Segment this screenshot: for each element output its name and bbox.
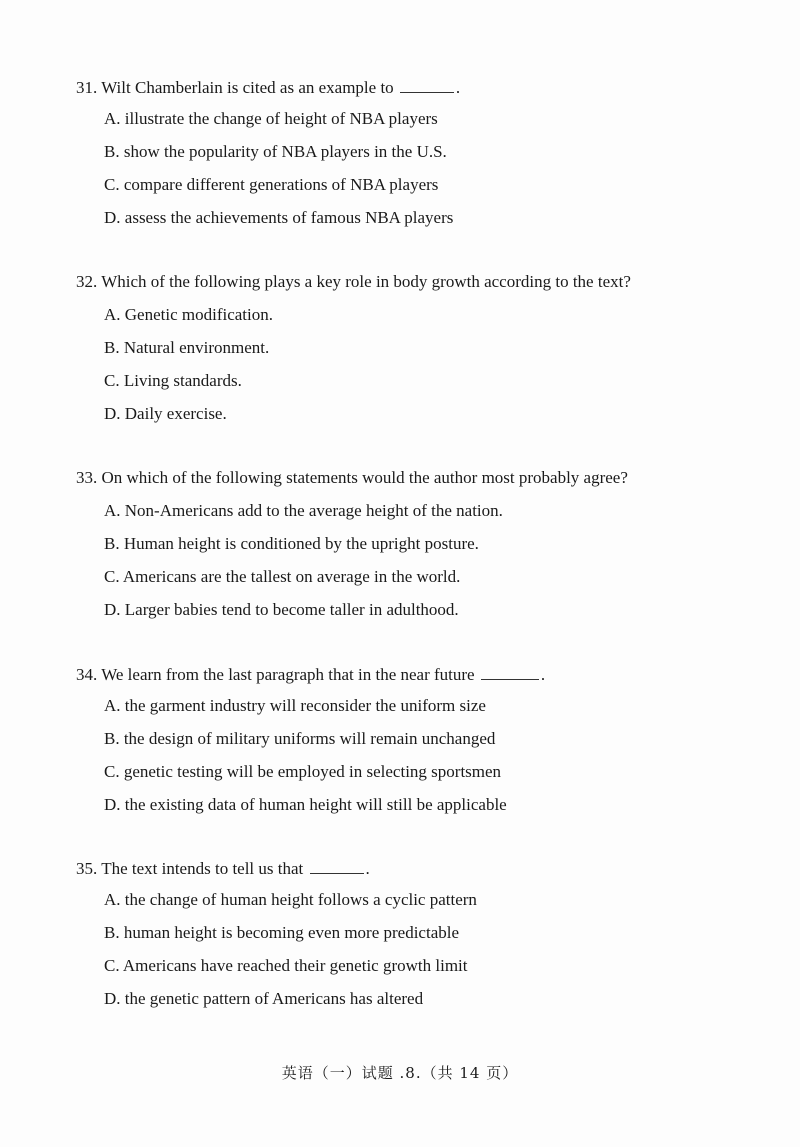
- question-34: [76, 661, 736, 817]
- question-stem-text: 33. On which of the following statements would the author most probably agree?: [76, 468, 628, 487]
- question-stem: [76, 74, 736, 98]
- option-d: D. Daily exercise.: [104, 404, 227, 423]
- question-stem: [76, 270, 736, 294]
- option-list: [76, 499, 736, 622]
- option-list: [76, 303, 736, 426]
- option-b: B. show the popularity of NBA players in the U.S.: [104, 142, 447, 161]
- page-footer: 英语（一）试题 .8.（共 14 页）: [281, 1064, 519, 1082]
- question-stem-text: 32. Which of the following plays a key role in body growth according to the text?: [76, 272, 631, 291]
- answer-blank: [310, 855, 364, 874]
- question-stem: [76, 466, 736, 490]
- option-list: [76, 694, 736, 817]
- question-stem-text: 35. The text intends to tell us that: [76, 859, 304, 878]
- question-stem: [76, 661, 736, 685]
- option-c: C. genetic testing will be employed in selecting sportsmen: [104, 762, 502, 781]
- answer-blank: [400, 74, 454, 93]
- option-d: D. Larger babies tend to become taller in adulthood.: [104, 600, 459, 619]
- option-a: A. Genetic modification.: [104, 305, 274, 324]
- option-b: B. human height is becoming even more predictable: [104, 923, 460, 942]
- question-stem-end: .: [365, 859, 370, 878]
- option-d: D. the genetic pattern of Americans has altered: [104, 989, 424, 1008]
- option-a: A. the change of human height follows a cyclic pattern: [104, 890, 477, 909]
- question-stem-end: .: [540, 665, 546, 684]
- question-stem-end: .: [455, 78, 461, 97]
- question-33: [76, 466, 736, 622]
- option-a: A. illustrate the change of height of NBA players: [104, 109, 438, 128]
- question-stem: [76, 855, 736, 879]
- option-c: C. Americans have reached their genetic growth limit: [104, 956, 468, 975]
- answer-blank: [481, 661, 539, 680]
- option-d: D. assess the achievements of famous NBA players: [104, 208, 454, 227]
- option-c: C. Living standards.: [104, 371, 242, 390]
- question-stem-text: 31. Wilt Chamberlain is cited as an example to: [76, 78, 394, 97]
- option-d: D. the existing data of human height will still be applicable: [104, 795, 507, 814]
- option-list: [76, 107, 736, 230]
- question-32: [76, 270, 736, 426]
- question-35: [76, 855, 736, 1011]
- question-stem-text: 34. We learn from the last paragraph that in the near future: [76, 665, 475, 684]
- option-b: B. the design of military uniforms will remain unchanged: [104, 729, 496, 748]
- option-c: C. Americans are the tallest on average in the world.: [104, 567, 461, 586]
- option-c: C. compare different generations of NBA players: [104, 175, 439, 194]
- option-b: B. Human height is conditioned by the upright posture.: [104, 534, 479, 553]
- option-b: B. Natural environment.: [104, 338, 270, 357]
- option-a: A. Non-Americans add to the average height of the nation.: [104, 501, 503, 520]
- option-a: A. the garment industry will reconsider the uniform size: [104, 696, 486, 715]
- question-31: [76, 74, 736, 230]
- option-list: [76, 888, 736, 1011]
